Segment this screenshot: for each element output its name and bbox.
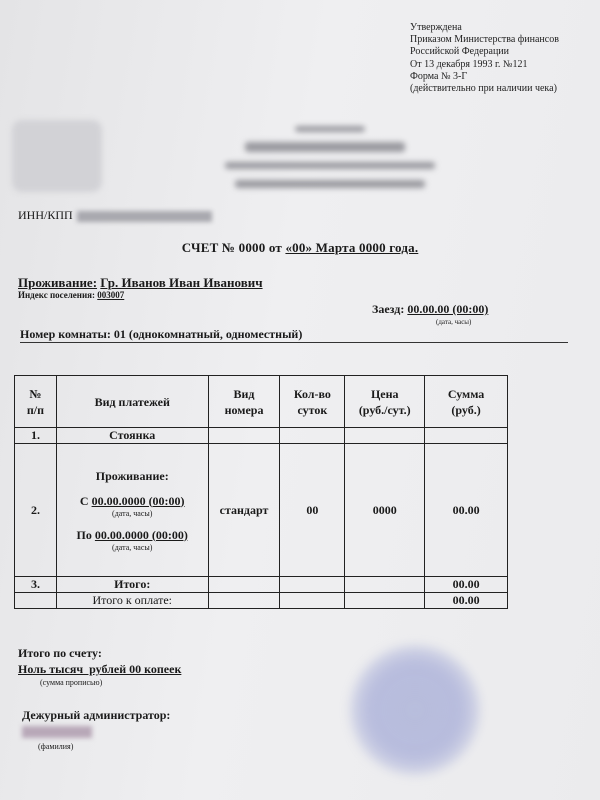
approval-line: (действительно при наличии чека) (410, 83, 557, 95)
approval-line: Утверждена (410, 22, 462, 33)
row2-stay-label: Проживание: (95, 468, 169, 483)
inn-label: ИНН/КПП (18, 208, 73, 222)
row2-sum: 00.00 (425, 444, 508, 577)
row3-num: 3. (15, 577, 57, 593)
row4-sum: 00.00 (425, 593, 508, 609)
header-days: Кол-во суток (280, 376, 345, 428)
invoice-date: «00» Марта 0000 года. (285, 240, 419, 255)
approval-line: Форма № 3-Г (410, 70, 468, 82)
guest-line (18, 275, 263, 291)
approval-line: Российской Федерации (410, 46, 510, 58)
header-type: Вид платежей (56, 376, 208, 428)
guest-label: Проживание: (18, 275, 98, 290)
header-room: Вид номера (208, 376, 280, 428)
admin-hint: (фамилия) (38, 742, 74, 751)
checkin-hint: (дата, часы) (436, 318, 472, 326)
checkin-label: Заезд: (372, 302, 405, 316)
room-line: Номер комнаты: 01 (однокомнатный, одноместный) (20, 327, 568, 343)
row1-num: 1. (15, 428, 57, 444)
header-sum: Сумма (руб.) (425, 376, 508, 428)
inn-kpp (18, 208, 212, 223)
approval-line: От 13 декабря 1993 г. №121 (410, 58, 528, 70)
row2-to: По 00.00.0000 (00:00) (76, 527, 188, 542)
total-label: Итого по счету: (18, 646, 102, 660)
blurred-admin-name (22, 726, 92, 738)
table-row (15, 577, 508, 593)
table-row (15, 593, 508, 609)
admin-label: Дежурный администратор: (22, 708, 171, 722)
approval-block (410, 22, 559, 95)
table-row (15, 444, 508, 577)
total-in-words-hint: (сумма прописью) (40, 678, 103, 687)
index-value: 003007 (97, 290, 125, 300)
index-label: Индекс поселения: (18, 290, 96, 300)
row2-to-hint: (дата, часы) (112, 542, 153, 552)
header-price: Цена (руб./сут.) (345, 376, 425, 428)
header-num: № п/п (15, 376, 57, 428)
table-header-row (15, 376, 508, 428)
blurred-logo (12, 120, 102, 192)
row2-from: С 00.00.0000 (00:00) (79, 493, 185, 508)
row2-days: 00 (280, 444, 345, 577)
settlement-index (18, 290, 124, 300)
row2-num: 2. (15, 444, 57, 577)
checkin-value: 00.00.00 (00:00) (407, 302, 489, 316)
payments-table (14, 375, 508, 609)
guest-name: Гр. Иванов Иван Иванович (100, 275, 263, 290)
row2-stay-period (56, 444, 208, 577)
blurred-inn-value (77, 211, 212, 222)
checkin-line (372, 302, 488, 317)
invoice-number: СЧЕТ № 0000 от (181, 240, 282, 255)
row4-label: Итого к оплате: (56, 593, 208, 609)
blurred-organization-header (215, 122, 455, 198)
row2-room: стандарт (208, 444, 280, 577)
table-row (15, 428, 508, 444)
total-in-words: Ноль тысяч рублей 00 копеек (18, 662, 182, 676)
stamp-seal (350, 645, 480, 775)
invoice-title (0, 240, 600, 256)
row2-price: 0000 (345, 444, 425, 577)
row1-type: Стоянка (56, 428, 208, 444)
row3-sum: 00.00 (425, 577, 508, 593)
row3-label: Итого: (56, 577, 208, 593)
row2-from-hint: (дата, часы) (112, 508, 153, 518)
approval-line: Приказом Министерства финансов (410, 34, 559, 46)
